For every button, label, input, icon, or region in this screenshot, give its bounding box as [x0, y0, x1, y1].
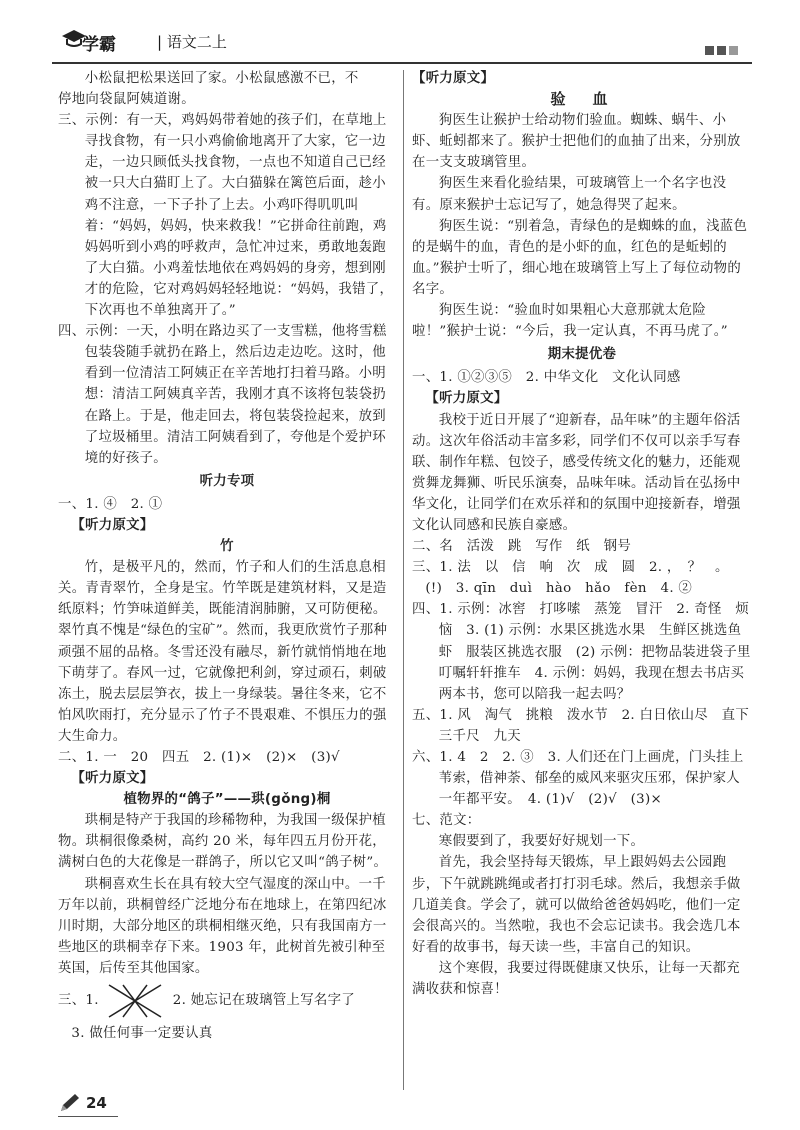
passage-text: 珙桐是特产于我国的珍稀物种，为我国一级保护植物。珙桐很像桑树，高约 20 米，每年四五月份开花，满树白色的大花像是一群鸽子，所以它又叫“鸽子树”。 — [58, 813, 388, 871]
passage-text: 珙桐喜欢生长在具有较大空气湿度的深山中。一千万年以前，珙桐曾经广泛地分布在地球上，在第四纪冰川时期，大部分地区的珙桐相继灭绝，只有我国南方一些地区的珙桐幸存下来。1903 年，此树首先被引种至英国，后传至其他国家。 — [58, 876, 387, 976]
passage-title: 竹 — [220, 539, 234, 555]
brand-logo-text: 学霸 — [82, 35, 116, 55]
listening-label: 【听力原文】 — [412, 71, 495, 86]
header-rule — [52, 62, 752, 64]
answer-number: 三、1. — [58, 993, 99, 1009]
answer-line: 一、1. ④ 2. ① — [58, 496, 163, 512]
listening-label: 【听力原文】 — [71, 771, 154, 787]
answer-three: 三、示例：有一天，鸡妈妈带着她的孩子们，在草地上寻找食物，有一只小鸡偷偷地离开了大家，它一边走，一边只顾低头找食物，一点也不知道自己已经被一只大白猫盯上了。大白猫躲在篱笆后面，趁小鸡不注意，一下子扑了上去。小鸡吓得叽叽叫着：“妈妈，妈妈，快来救我！”它拼命往前跑，鸡妈妈听到小鸡的呼救声，急忙冲过来，勇敢地轰跑了大白猫。小鸡羞怯地依在鸡妈妈的身旁，想到刚才的危险，它对鸡妈妈轻轻地说：“妈妈，我错了，下次再也不单独离开了。” — [58, 113, 394, 319]
subject-title: | 语文二上 — [157, 33, 227, 51]
matching-lines-icon — [105, 981, 165, 1021]
essay-text: 首先，我会坚持每天锻炼，早上跟妈妈去公园跑步，下午就跳跳绳或者打打羽毛球。然后，我想亲手做几道美食。学会了，就可以做给爸爸妈妈吃，他们一定会很高兴的。当然啦，我也不会忘记读书。我会选几本好看的故事书，每天读一些，丰富自己的知识。 — [412, 855, 741, 955]
pencil-icon — [58, 1092, 82, 1114]
paragraph: 小松鼠把松果送回了家。小松鼠感激不已，不 — [84, 71, 359, 86]
answer-line: (!) 3. qīn duì hào hǎo fèn 4. ② — [425, 581, 693, 597]
passage-text: 狗医生说：“验血时如果粗心大意那就太危险啦！”猴护士说：“今后，我一定认真，不再马虎了。” — [412, 303, 728, 340]
passage-text: 狗医生说：“别着急，青绿色的是蜘蛛的血，浅蓝色的是蜗牛的血，青色的是小虾的血，红色的是蚯蚓的血。”猴护士听了，细心地在玻璃管上写上了每位动物的名字。 — [412, 218, 748, 297]
page-number: 24 — [86, 1094, 107, 1112]
matching-answer — [58, 979, 396, 1023]
essay-text: 寒假要到了，我要好好规划一下。 — [438, 834, 645, 850]
answer-line: 三、1. 法 以 信 响 次 成 圆 2. ， ？ 。 — [412, 560, 729, 576]
passage-text: 竹，是极平凡的，然而，竹子和人们的生活息息相关。青青翠竹，全身是宝。竹竿既是建筑材料，又是造纸原料；竹笋味道鲜美，既能清润肺腑，又可防便秘。翠竹真不愧是“绿色的宝矿”。然而，我更欣赏竹子那种顽强不屈的品格。冬雪还没有融尽，新竹就悄悄地在地下萌芽了。春风一过，它就像把利剑，穿过顽石，刺破冻土，脱去层层笋衣，拔上一身绿装。暑往冬来，它不怕风吹雨打，充分显示了竹子不畏艰难、不惧压力的强大生命力。 — [58, 560, 388, 744]
section-title-final-exam: 期末提优卷 — [547, 347, 617, 363]
answer-four: 四、1. 示例：冰窖 打哆嗦 蒸笼 冒汗 2. 奇怪 烦恼 3. (1) 示例：水果区挑选水果 生鲜区挑选鱼虾 服装区挑选衣服 (2) 示例：把物品装进袋子里 叮嘱轩轩推车 4. 示例：妈妈，我现在想去书店买两本书，您可以陪我一起去吗？ — [412, 602, 765, 702]
right-column — [412, 68, 765, 1000]
answer-line: 3. 做任何事一定要认真 — [71, 1026, 213, 1042]
passage-title: 验 血 — [550, 90, 614, 109]
column-divider — [403, 70, 404, 1090]
paragraph: 停地向袋鼠阿姨道谢。 — [58, 92, 195, 108]
header-decoration — [705, 46, 738, 55]
answer-line: 二、1. 一 20 四五 2. (1)× (2)× (3)√ — [58, 750, 340, 765]
listening-label: 【听力原文】 — [425, 391, 508, 407]
passage-text: 狗医生让猴护士给动物们验血。蜘蛛、蜗牛、小虾、蚯蚓都来了。猴护士把他们的血抽了出来，分别放在一支支玻璃管里。 — [412, 113, 741, 171]
page-footer — [58, 1090, 398, 1120]
answer-line: 二、名 活泼 跳 写作 纸 钢号 — [412, 539, 632, 555]
answer-six: 六、1. 4 2 2. ③ 3. 人们还在门上画虎，门头挂上苇索，借神荼、郁垒的威风来驱灾压邪，保护家人一年都平安。 4. (1)√ (2)√ (3)× — [412, 750, 744, 808]
answer-line: 一、1. ①②③⑤ 2. 中华文化 文化认同感 — [412, 370, 681, 386]
answer-five: 五、1. 风 淘气 挑粮 泼水节 2. 白日依山尽 直下三千尺 九天 — [412, 707, 750, 744]
passage-text: 狗医生来看化验结果，可玻璃管上一个名字也没有。原来猴护士忘记写了，她急得哭了起来。 — [412, 176, 727, 213]
essay-text: 这个寒假，我要过得既健康又快乐，让每一天都充满收获和惊喜！ — [412, 960, 740, 998]
page-header — [52, 22, 762, 62]
answer-seven: 七、范文： — [412, 813, 481, 829]
listening-label: 【听力原文】 — [71, 517, 154, 533]
footer-rule — [58, 1116, 118, 1117]
answer-text: 2. 她忘记在玻璃管上写名字了 — [172, 993, 355, 1009]
passage-title: 植物界的“鸽子”——珙(gǒng)桐 — [123, 792, 331, 808]
answer-four: 四、示例：一天，小明在路边买了一支雪糕，他将雪糕包装袋随手就扔在路上，然后边走边吃。这时，他看到一位清洁工阿姨正在辛苦地打扫着马路。小明想：清洁工阿姨真辛苦，我刚才真不该将包装袋扔在路上。于是，他走回去，将包装袋捡起来，放到了垃圾桶里。清洁工阿姨看到了，夸他是个爱护环境的好孩子。 — [58, 324, 387, 466]
left-column — [58, 68, 396, 1044]
section-title-listening: 听力专项 — [199, 473, 255, 489]
passage-text: 我校于近日开展了“迎新春，品年味”的主题年俗活动。这次年俗活动丰富多彩，同学们不仅可以亲手写春联、制作年糕、包饺子，感受传统文化的魅力，还能观赏舞龙舞狮、听民乐演奏，品味年味。活动旨在弘扬中华文化，让同学们在欢乐祥和的氛围中迎接新春，增强文化认同感和民族自豪感。 — [412, 412, 741, 533]
